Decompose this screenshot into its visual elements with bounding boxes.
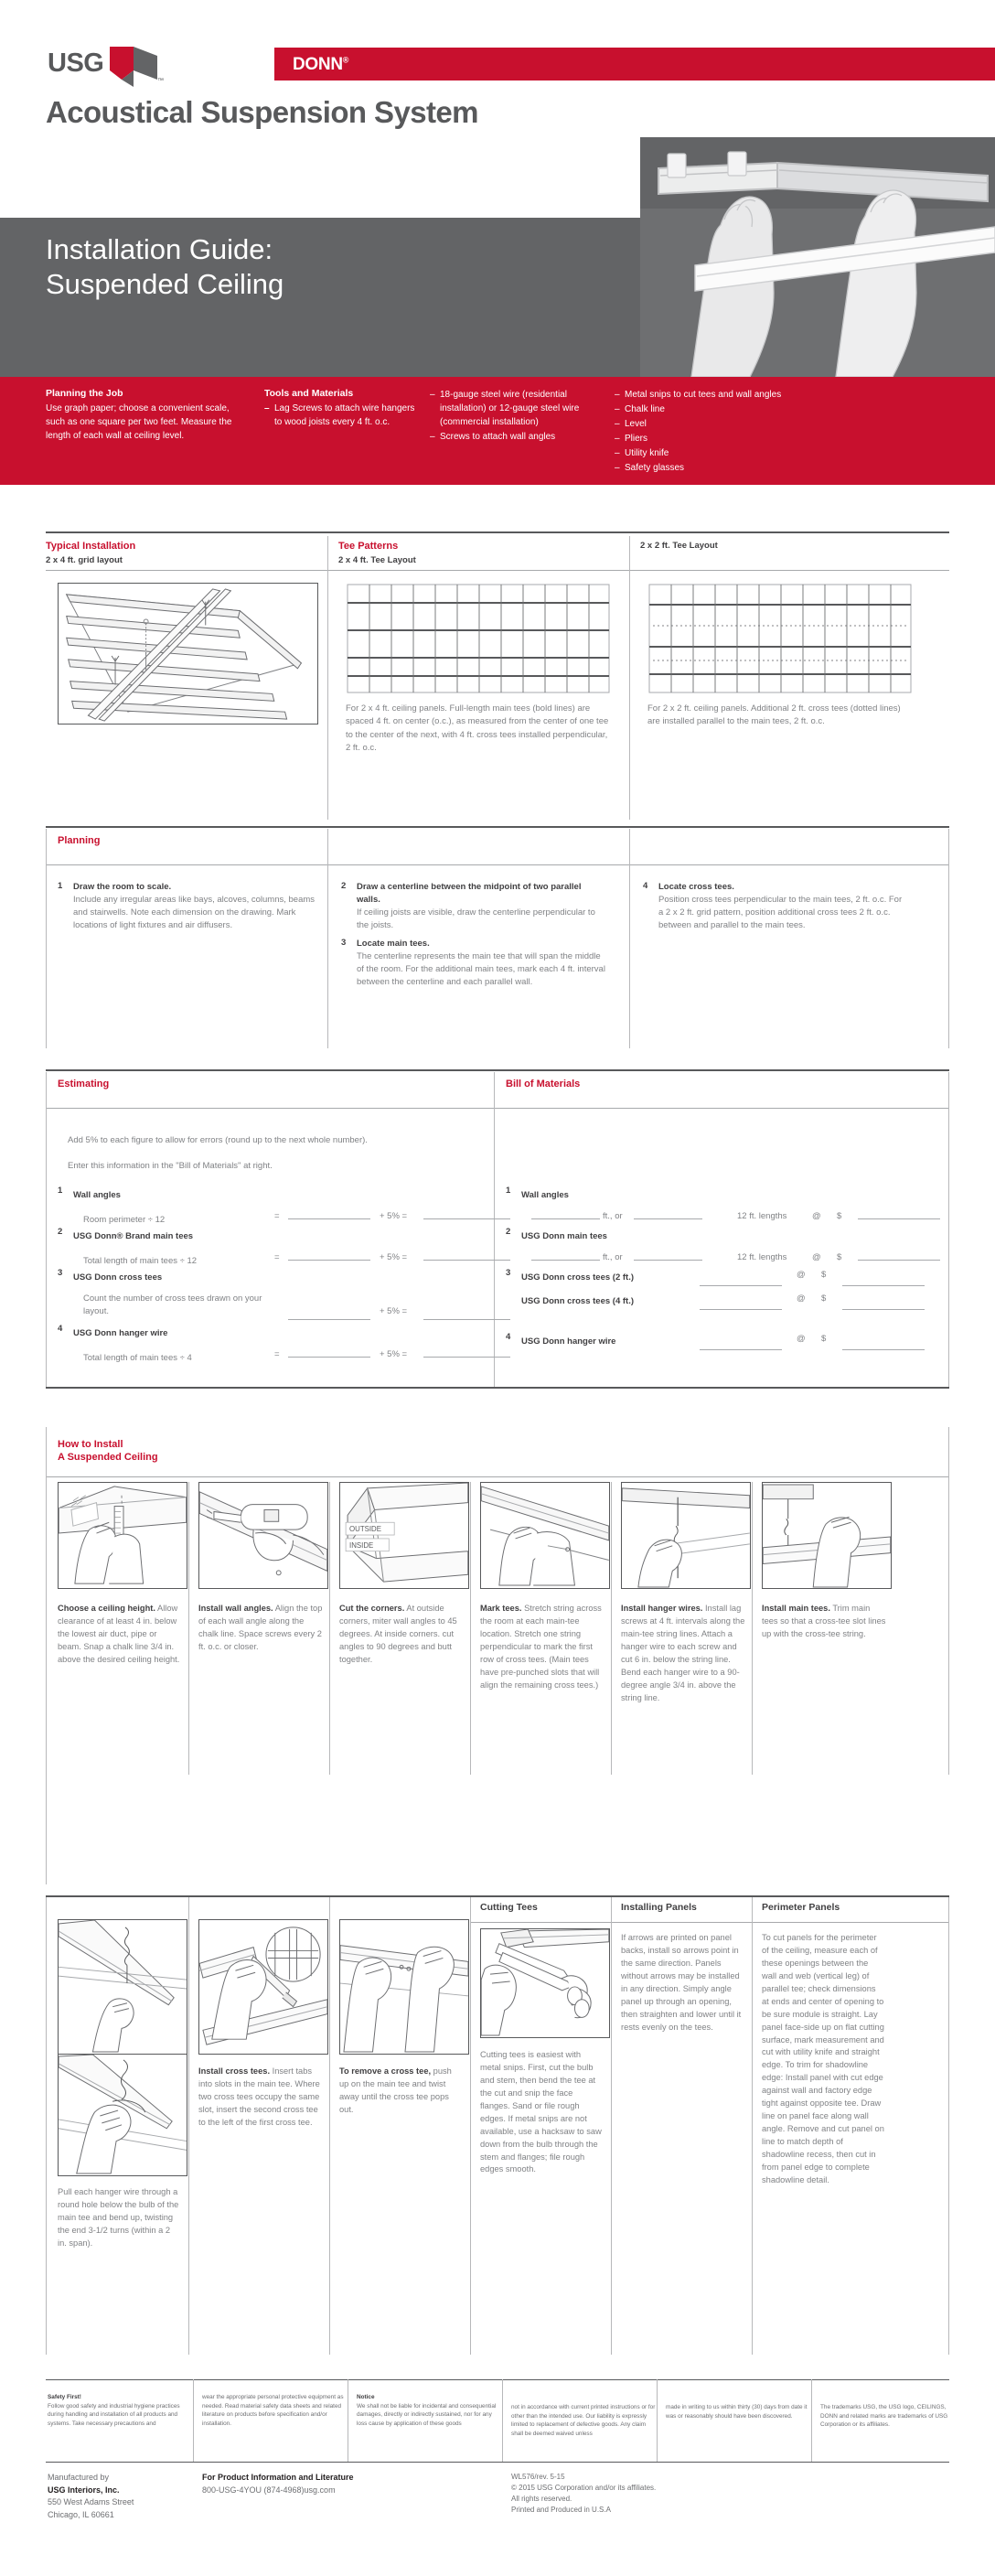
step-caption-choose-height	[58, 1603, 182, 1667]
bom-at-symbol: @	[812, 1252, 821, 1262]
cutting-tees-body: Cutting tees is easiest with metal snips. First, cut the bulb and stem, then bend the tee at the cut and snip the face flanges. Sand or file rough edges. If metal snips are not available, use a hacksaw to saw down from the bulb through the stem and flanges; file rough edges smooth.	[480, 2050, 602, 2174]
product-info-phone[interactable]: 800-USG-4YOU (874-4968)usg.com	[202, 2485, 336, 2495]
tee-patterns-header	[338, 536, 604, 565]
trademark-symbol: ™	[157, 78, 164, 84]
tools-list-item	[615, 432, 797, 445]
step-body: Align the top of each wall angle along the chalk line. Space screws every 2 ft. o.c. or closer.	[198, 1604, 323, 1651]
tee-layout-2x4-subheading: 2 x 4 ft. Tee Layout	[338, 554, 416, 565]
planning-red-band	[0, 377, 995, 485]
safety-first-continued: wear the appropriate personal protective equipment as needed. Read material safety data sheets and related literature on products before specification and/or installation.	[202, 2394, 344, 2428]
tools-column-3	[615, 388, 797, 476]
bom-currency-symbol: $	[837, 1211, 842, 1221]
tools-list-item-label: Utility knife	[625, 448, 669, 458]
column-divider	[46, 1427, 47, 1884]
column-divider	[470, 1482, 471, 1775]
estimating-input-blank[interactable]	[288, 1311, 370, 1320]
step-title: Cut the corners.	[339, 1604, 405, 1613]
safety-first-heading: Safety First!	[48, 2394, 81, 2400]
tools-column-2	[430, 388, 600, 445]
estimating-result-blank[interactable]	[423, 1311, 510, 1320]
section-divider	[46, 826, 949, 828]
estimating-heading: Estimating	[58, 1079, 110, 1089]
row-number: 4	[58, 1324, 63, 1334]
tools-list-item	[430, 388, 600, 429]
bom-row-1	[506, 1186, 943, 1223]
row-formula: Room perimeter ÷ 12	[83, 1215, 166, 1225]
step-number: 4	[643, 881, 648, 891]
row-number: 3	[58, 1268, 63, 1278]
row-percent-label: + 5% =	[380, 1252, 408, 1262]
step-illustration-install-hanger-wires	[621, 1482, 751, 1589]
tools-and-materials-block	[264, 388, 422, 430]
numbered-item	[341, 938, 606, 990]
bom-row-3	[506, 1268, 943, 1283]
bom-currency-symbol: $	[821, 1334, 827, 1344]
row-title: Wall angles	[73, 1190, 121, 1200]
estimating-row-1	[58, 1186, 487, 1227]
column-divider	[327, 829, 328, 1048]
logo-red-bar	[274, 48, 995, 80]
row-title: USG Donn main tees	[521, 1231, 607, 1241]
dash-bullet-icon: –	[615, 463, 620, 473]
section-divider	[46, 1069, 949, 1071]
dash-bullet-icon: –	[615, 419, 620, 429]
estimating-row-3	[58, 1268, 487, 1319]
footer-column-divider	[657, 2379, 658, 2462]
step-illustration-install-wall-angles	[198, 1482, 328, 1589]
step-illustration-mark-tees	[480, 1482, 610, 1589]
planning-header-underline	[46, 864, 949, 865]
bom-qty-blank[interactable]	[531, 1251, 600, 1261]
dash-bullet-icon: –	[615, 404, 620, 414]
hanger-wire-illustration-bottom	[58, 2054, 187, 2176]
column-divider	[329, 1482, 330, 1775]
tools-list-item-label: Level	[625, 419, 647, 429]
step-title: Install cross tees.	[198, 2066, 271, 2076]
footer-column-divider	[811, 2379, 812, 2462]
trademarks-notice: The trademarks USG, the USG logo, CEILINGS, DONN and related marks are trademarks of USG Corporation or its affiliates.	[820, 2404, 948, 2429]
tee-layout-2x4-caption: For 2 x 4 ft. ceiling panels. Full-length main tees (bold lines) are spaced 4 ft. on center (o.c.), as measured from the center of one tee to the center of the next, with 4 ft. cross tees installed perpendicular, 2 ft. o.c.	[346, 703, 609, 754]
notice-continued-1: not in accordance with current printed instructions or for other than the intended use. Our liability is expressly limited to replacement of defective goods. Any claim shall be deemed waived unless	[511, 2404, 656, 2438]
step-title: Install wall angles.	[198, 1604, 273, 1613]
donn-registered-mark: ®	[342, 55, 349, 65]
row-title: USG Donn hanger wire	[521, 1336, 616, 1347]
step-caption-install-wall-angles	[198, 1603, 323, 1654]
step-caption-cut-corners	[339, 1603, 464, 1667]
column-divider	[470, 1897, 471, 2355]
step-number: 1	[58, 881, 63, 891]
step-title: Choose a ceiling height.	[58, 1604, 155, 1613]
tee-layout-2x2-caption: For 2 x 2 ft. ceiling panels. Additional 2 ft. cross tees (dotted lines) are installed parallel to the main tees, 2 ft. o.c.	[647, 703, 901, 727]
bom-currency-symbol: $	[821, 1293, 827, 1304]
product-info-block	[202, 2472, 440, 2496]
bom-price-blank[interactable]	[858, 1210, 940, 1219]
tools-list-item	[615, 388, 797, 402]
footer-divider-lower	[46, 2462, 949, 2463]
copyright-block	[511, 2472, 786, 2516]
estimating-note-1: Add 5% to each figure to allow for errors (round up to the next whole number).	[68, 1135, 368, 1145]
estimating-input-blank[interactable]	[288, 1210, 370, 1219]
tools-list-item	[615, 461, 797, 475]
bom-row-2	[506, 1227, 943, 1264]
step-title: Draw a centerline between the midpoint of two parallel walls.	[357, 882, 582, 905]
row-percent-label: + 5% =	[380, 1211, 408, 1221]
step-title: Install main tees.	[762, 1604, 830, 1613]
column-divider	[46, 1897, 47, 2355]
step-body: At outside corners, miter wall angles to 45 degrees. At inside corners. cut angles to 90 degrees and butt together.	[339, 1604, 457, 1664]
tee-patterns-heading: Tee Patterns	[338, 541, 399, 552]
planning-section-heading: Planning	[58, 835, 101, 846]
column-divider	[629, 536, 630, 820]
how-to-install-heading-line1: How to Install	[58, 1439, 123, 1450]
tools-list-item-label: Pliers	[625, 434, 648, 444]
rights-notice: All rights reserved.	[511, 2495, 572, 2503]
install-cross-tees-caption	[198, 2066, 321, 2130]
step-body: Insert tabs into slots in the main tee. Where two cross tees occupy the same slot, insert the second cross tee to the left of the first cross tee.	[198, 2066, 320, 2127]
planning-step-4	[643, 881, 908, 939]
footer-divider	[46, 2379, 949, 2380]
bom-lengths-blank[interactable]	[634, 1210, 702, 1219]
bill-of-materials-heading: Bill of Materials	[506, 1079, 581, 1089]
notice-block	[357, 2393, 501, 2429]
estimating-row-2	[58, 1227, 487, 1268]
step-number: 3	[341, 938, 347, 949]
safety-first-block	[48, 2393, 192, 2429]
bom-lengths-blank[interactable]	[634, 1251, 702, 1261]
column-divider	[188, 1897, 189, 2355]
row-number: 4	[506, 1332, 511, 1342]
numbered-item	[341, 881, 606, 932]
hanger-wire-illustration-top	[58, 1919, 187, 2055]
bom-at-symbol: @	[797, 1293, 806, 1304]
step-caption-install-main-tees	[762, 1603, 886, 1641]
row-formula: Total length of main tees ÷ 4	[83, 1353, 192, 1363]
row-percent-label: + 5% =	[380, 1306, 408, 1316]
header-underline	[46, 570, 949, 571]
printed-notice: Printed and Produced in U.S.A	[511, 2506, 611, 2514]
usg-wordmark: USG	[48, 48, 104, 78]
column-divider	[46, 829, 47, 1048]
row-equals: =	[274, 1211, 280, 1221]
perimeter-panels-heading: Perimeter Panels	[762, 1902, 840, 1913]
bom-price-blank[interactable]	[842, 1341, 925, 1350]
planning-the-job-heading: Planning the Job	[46, 388, 123, 399]
bom-unit-label: ft., or	[603, 1211, 623, 1221]
column-divider	[611, 1482, 612, 1775]
perimeter-panels-body: To cut panels for the perimeter of the ceiling, measure each of these openings between the wall and web (vertical leg) of parallel tee; check dimensions at ends and center of opening to be sure module is straight. Lay panel face-side up on flat cutting surface, mark measurement and cut with utility knife and straight edge. To trim for shadowline edge: Install panel with cut edge against wall and factory edge tight against opposite tee. Draw line on panel face along wall angle. Remove and cut panel on line to match depth of shadowline recess, then cut in from panel edge to complete shadowline detail.	[762, 1933, 884, 2184]
company-name: USG Interiors, Inc.	[48, 2485, 120, 2495]
tools-list-item-label: Safety glasses	[625, 463, 685, 473]
tools-list-item	[615, 402, 797, 416]
step-illustration-install-main-tees	[762, 1482, 892, 1589]
step-body: push up on the main tee and twist away until the cross tee pops out.	[339, 2066, 452, 2114]
how-to-install-heading-line2: A Suspended Ceiling	[58, 1451, 158, 1463]
bom-at-symbol: @	[812, 1211, 821, 1221]
typical-installation-heading: Typical Installation	[46, 541, 136, 552]
row-title: Wall angles	[521, 1190, 569, 1200]
dash-bullet-icon: –	[430, 432, 435, 442]
estimating-input-blank[interactable]	[288, 1348, 370, 1358]
tee-layout-2x2-grid	[647, 583, 913, 694]
estimating-note-2: Enter this information in the "Bill of Materials" at right.	[68, 1161, 273, 1171]
row-number: 3	[506, 1268, 511, 1278]
step-illustration-cut-corners	[339, 1482, 469, 1589]
row-number: 1	[506, 1186, 511, 1196]
tee-layout-2x4-grid	[346, 583, 611, 694]
step-title: Draw the room to scale.	[73, 882, 172, 892]
row-formula: Total length of main tees ÷ 12	[83, 1256, 198, 1266]
column-divider	[327, 536, 328, 820]
bom-at-symbol: @	[797, 1270, 806, 1280]
section-divider	[46, 1387, 949, 1389]
brand-logo-band	[0, 48, 995, 84]
row-number: 2	[506, 1227, 511, 1237]
typical-installation-subheading: 2 x 4 ft. grid layout	[46, 554, 123, 565]
tee-layout-2x2-header	[640, 536, 905, 551]
bom-price-blank[interactable]	[842, 1301, 925, 1310]
hanger-wire-caption: Pull each hanger wire through a round hole below the bulb of the main tee and bend up, twisting the end 3-1/2 turns (within a 2 in. span).	[58, 2187, 179, 2248]
tee-layout-2x2-subheading: 2 x 2 ft. Tee Layout	[640, 541, 718, 551]
row-percent-label: + 5% =	[380, 1349, 408, 1359]
step-body: Position cross tees perpendicular to the main tees, 2 ft. o.c. For a 2 x 2 ft. grid pattern, position additional cross tees 2 ft. o.c. between and parallel to the main tees.	[658, 894, 903, 931]
usg-logo-icon	[106, 43, 165, 91]
product-info-heading: For Product Information and Literature	[202, 2473, 354, 2482]
company-address-line1: 550 West Adams Street	[48, 2497, 134, 2506]
tools-list-item-label: Chalk line	[625, 404, 665, 414]
hero-white-cutout	[0, 137, 640, 218]
bom-row-3b	[506, 1292, 943, 1306]
tools-list-item	[430, 430, 600, 444]
step-title: Locate cross tees.	[658, 882, 734, 892]
dash-bullet-icon: –	[615, 390, 620, 400]
bom-lengths-label: 12 ft. lengths	[737, 1211, 787, 1221]
tools-list-item-label: 18-gauge steel wire (residential installation) or 12-gauge steel wire (commercial installation)	[440, 390, 580, 427]
estimating-row-4	[58, 1324, 487, 1365]
step-caption-mark-tees	[480, 1603, 604, 1692]
step-body: Include any irregular areas like bays, alcoves, columns, beams and stairwells. Note each dimension on the drawing. Mark locations of light fixtures and air diffusers.	[73, 894, 316, 931]
planning-steps-2-3	[341, 881, 606, 995]
row-title: USG Donn cross tees	[73, 1272, 163, 1283]
section-divider	[46, 531, 949, 533]
numbered-item	[643, 881, 908, 933]
step-illustration-choose-height	[58, 1482, 187, 1589]
column-divider	[494, 1072, 495, 1388]
row-number: 2	[58, 1227, 63, 1237]
bom-qty-blank[interactable]	[531, 1210, 600, 1219]
safety-first-body: Follow good safety and industrial hygiene practices during handling and installation of all products and systems. Take necessary precautions and	[48, 2402, 180, 2428]
typical-installation-header	[46, 536, 311, 565]
copyright-notice: © 2015 USG Corporation and/or its affiliates.	[511, 2484, 657, 2492]
bom-currency-symbol: $	[837, 1252, 842, 1262]
section-divider	[46, 1895, 949, 1897]
step-body: Install lag screws at 4 ft. intervals along the main-tee string lines. Attach a hanger wire to each screw and cut 6 in. below the string line. Bend each hanger wire to a 90-degree angle 3/4 in. above the string line.	[621, 1604, 745, 1702]
column-divider	[329, 1897, 330, 2355]
hero-title	[46, 232, 284, 302]
tools-list-item	[615, 417, 797, 431]
bom-qty-blank[interactable]	[700, 1301, 782, 1310]
step-title: Locate main tees.	[357, 939, 430, 950]
bom-price-blank[interactable]	[842, 1277, 925, 1286]
column-divider	[948, 829, 949, 1048]
tools-list-item	[264, 402, 422, 429]
column-divider	[629, 829, 630, 1048]
estimating-result-blank[interactable]	[423, 1348, 510, 1358]
how-to-install-underline	[46, 1476, 949, 1477]
remove-cross-tee-illustration	[339, 1919, 469, 2055]
cutting-tees-illustration	[480, 1928, 610, 2038]
step-number: 2	[341, 881, 347, 891]
bom-row-4	[506, 1332, 943, 1347]
column-divider	[188, 1482, 189, 1775]
row-equals: =	[274, 1252, 280, 1262]
column-divider	[948, 1427, 949, 1775]
install-cross-tees-illustration	[198, 1919, 328, 2055]
how-to-install-heading	[58, 1434, 295, 1465]
planning-the-job-block	[46, 388, 240, 444]
step-title: To remove a cross tee,	[339, 2066, 432, 2076]
planning-step-1	[58, 881, 316, 939]
row-title: USG Donn cross tees (4 ft.)	[521, 1296, 634, 1306]
hero-photo	[640, 137, 995, 377]
donn-text: DONN	[293, 55, 343, 74]
step-body: Stretch string across the room at each main-tee location. Stretch one string perpendicular to mark the first row of cross tees. (Main tees have pre-punched slots that will align the remaining cross tees.)	[480, 1604, 602, 1690]
manufacturer-block	[48, 2472, 212, 2521]
dash-bullet-icon: –	[615, 434, 620, 444]
tools-list-item-label: Lag Screws to attach wire hangers to wood joists every 4 ft. o.c.	[274, 403, 415, 427]
step-caption-install-hanger-wires	[621, 1603, 745, 1705]
step-body: Trim main tees so that a cross-tee slot lines up with the cross-tee string.	[762, 1604, 886, 1638]
step-body: If ceiling joists are visible, draw the centerline perpendicular to the joists.	[357, 907, 595, 930]
inside-label: INSIDE	[349, 1540, 374, 1550]
row-title: USG Donn cross tees (2 ft.)	[521, 1272, 634, 1283]
notice-body: We shall not be liable for incidental and consequential damages, directly or indirectly sustained, nor for any loss cause by application of these goods	[357, 2402, 497, 2428]
installing-panels-body: If arrows are printed on panel backs, install so arrows point in the same direction. Panels without arrows may be installed in any direction. Simply angle panel up through an opening, then straighten and lower until it rests evenly on the tees.	[621, 1933, 742, 2032]
step-body: The centerline represents the main tee that will span the middle of the room. For the additional main tees, mark each 4 ft. interval between the centerline and each parallel wall.	[357, 950, 605, 988]
bom-lengths-label: 12 ft. lengths	[737, 1252, 787, 1262]
step-body: Allow clearance of at least 4 in. below the lowest air duct, pipe or beam. Snap a chalk line 3/4 in. above the desired ceiling height.	[58, 1604, 180, 1664]
tools-list-item	[615, 446, 797, 460]
column-divider	[752, 1482, 753, 1775]
dash-bullet-icon: –	[264, 403, 270, 413]
hero-title-line2: Suspended Ceiling	[46, 267, 284, 300]
step-title: Install hanger wires.	[621, 1604, 703, 1613]
company-address-line2: Chicago, IL 60661	[48, 2509, 114, 2519]
row-number: 1	[58, 1186, 63, 1196]
dash-bullet-icon: –	[430, 390, 435, 400]
step-title: Mark tees.	[480, 1604, 522, 1613]
cutting-tees-heading: Cutting Tees	[480, 1902, 538, 1913]
row-equals: =	[274, 1349, 280, 1359]
outside-label: OUTSIDE	[349, 1525, 381, 1534]
estimating-header-underline	[46, 1108, 949, 1109]
bom-price-blank[interactable]	[858, 1251, 940, 1261]
remove-cross-tee-caption	[339, 2066, 462, 2117]
column-divider	[948, 1897, 949, 2355]
footer-column-divider	[193, 2379, 194, 2462]
tools-list-item-label: Metal snips to cut tees and wall angles	[625, 390, 782, 400]
estimating-result-blank[interactable]	[423, 1251, 510, 1261]
notice-heading: Notice	[357, 2394, 375, 2400]
installing-panels-heading: Installing Panels	[621, 1902, 697, 1913]
tools-list-item-label: Screws to attach wall angles	[440, 432, 556, 442]
typical-installation-illustration	[58, 583, 318, 724]
footer-column-divider	[502, 2379, 503, 2462]
numbered-item	[58, 881, 316, 933]
column-divider	[46, 1072, 47, 1388]
donn-wordmark	[293, 55, 348, 75]
bottom-row-underline	[470, 1922, 949, 1923]
bom-qty-blank[interactable]	[700, 1277, 782, 1286]
row-title: USG Donn® Brand main tees	[73, 1231, 194, 1241]
row-formula: Count the number of cross tees drawn on your layout.	[83, 1293, 262, 1317]
bom-currency-symbol: $	[821, 1270, 827, 1280]
dash-bullet-icon: –	[615, 448, 620, 458]
column-divider	[752, 1897, 753, 2355]
column-divider	[611, 1897, 612, 2355]
bom-qty-blank[interactable]	[700, 1341, 782, 1350]
estimating-result-blank[interactable]	[423, 1210, 510, 1219]
bom-unit-label: ft., or	[603, 1252, 623, 1262]
planning-the-job-body: Use graph paper; choose a convenient scale, such as one square per two feet. Measure the length of each wall at ceiling level.	[46, 403, 232, 442]
column-divider	[948, 1072, 949, 1388]
hero-title-line1: Installation Guide:	[46, 233, 273, 265]
manufactured-by-label: Manufactured by	[48, 2473, 110, 2482]
tools-and-materials-heading: Tools and Materials	[264, 388, 354, 399]
estimating-input-blank[interactable]	[288, 1251, 370, 1261]
notice-continued-2: made in writing to us within thirty (30) days from date it was or reasonably should have been discovered.	[666, 2404, 808, 2420]
page-title: Acoustical Suspension System	[46, 95, 478, 129]
document-code: WL576/rev. 5-15	[511, 2473, 565, 2481]
row-title: USG Donn hanger wire	[73, 1328, 168, 1338]
bom-at-symbol: @	[797, 1334, 806, 1344]
